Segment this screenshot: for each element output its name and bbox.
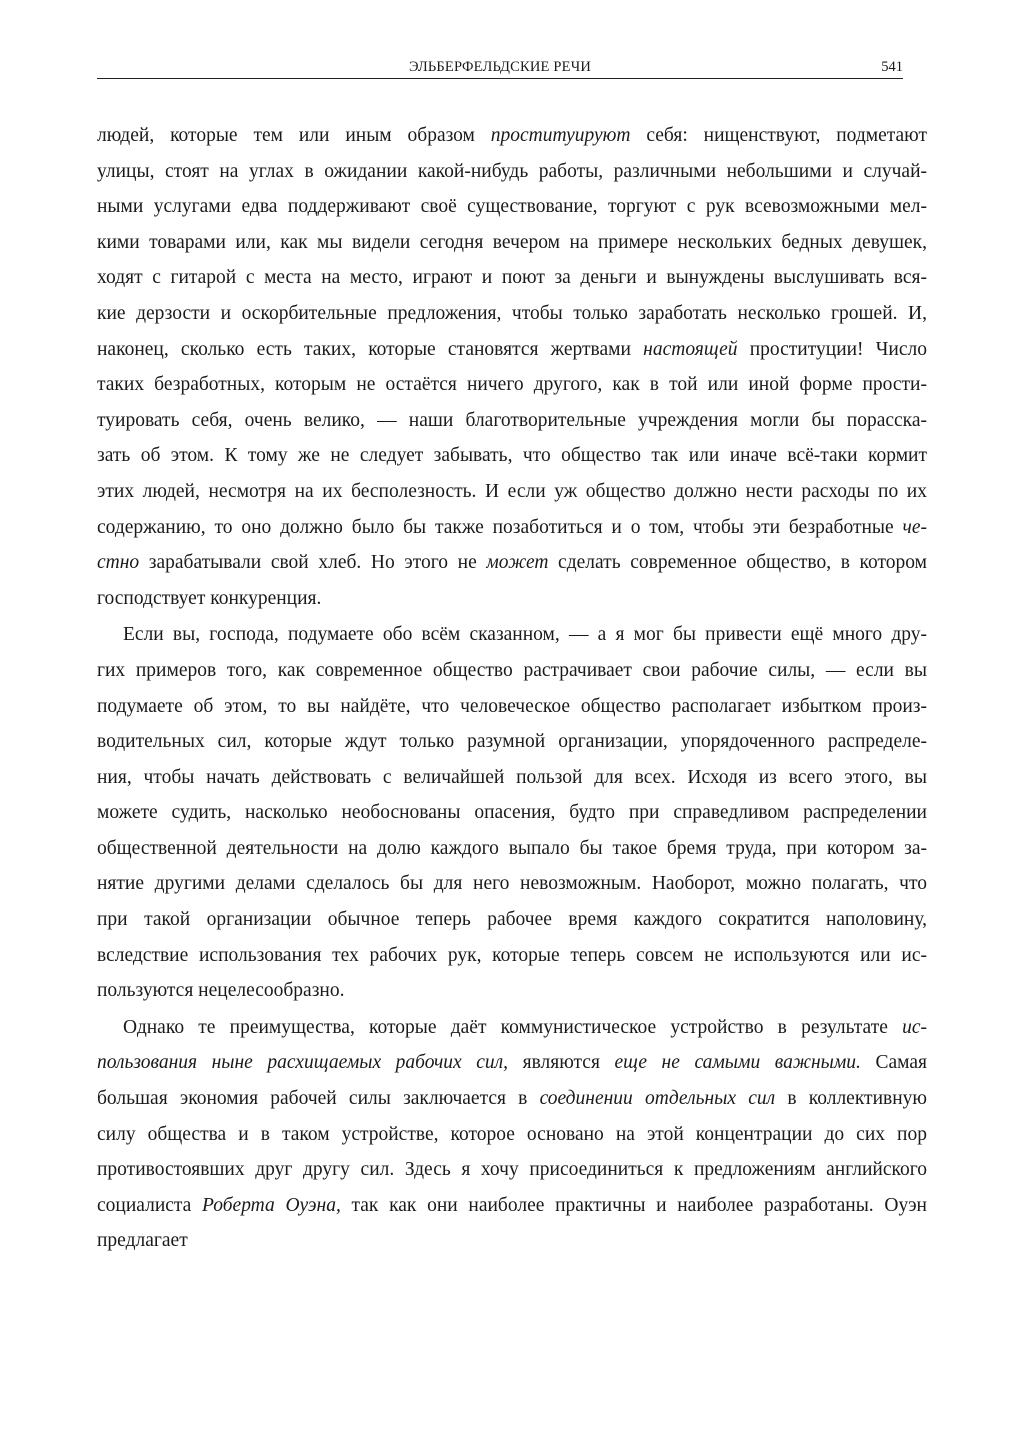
text-line (97, 189, 927, 225)
text-run: Если вы, господа, подумаете обо всём сказанном, — а я мог бы привести ещё много дру- (123, 624, 927, 646)
text-run: ния, чтобы начать действовать с величайшей пользой для всех. Исходя из всего этого, вы (97, 766, 927, 788)
text-line (97, 367, 927, 403)
text-run: в коллективную (775, 1088, 927, 1110)
page-number: 541 (881, 59, 903, 75)
text-run: пользуются нецелесообразно. (97, 980, 345, 1002)
text-run: таких безработных, которым не остаётся ничего другого, как в той или иной форме прости- (97, 374, 927, 396)
text-line (97, 1117, 927, 1153)
text-line (97, 260, 927, 296)
text-line (97, 1010, 927, 1046)
text-line (97, 653, 927, 689)
text-line (97, 403, 927, 439)
emphasized-text: ис- (902, 1016, 927, 1038)
text-run: ходят с гитарой с места на место, играют и поют за деньги и вынуждены выслушивать вся- (97, 267, 927, 289)
text-line (97, 118, 927, 154)
paragraph (97, 118, 927, 616)
text-run: можете судить, насколько необоснованы опасения, будто при справедливом распределении (97, 802, 927, 824)
text-run: водительных сил, которые ждут только разумной организации, упорядоченного распределе- (97, 731, 927, 753)
text-run: вследствие использования тех рабочих рук, которые теперь совсем не используются или ис- (97, 944, 927, 966)
text-run: Однако те преимущества, которые даёт коммунистическое устройство в результате (123, 1016, 903, 1038)
emphasized-text: стно (97, 552, 140, 574)
emphasized-text: пользования ныне расхищаемых рабочих сил, (97, 1052, 509, 1074)
text-line (97, 1045, 927, 1081)
text-line (97, 1152, 927, 1188)
text-line (97, 225, 927, 261)
text-line (97, 902, 927, 938)
emphasized-text: настоящей (643, 338, 738, 360)
text-run: силу общества и в таком устройстве, которое основано на этой концентрации до сих пор (97, 1123, 927, 1145)
text-run: ными услугами едва поддерживают своё существование, торгуют с рук всевозможными мел- (97, 196, 927, 218)
text-run: кие дерзости и оскорбительные предложения, чтобы только заработать несколько грошей. И, (97, 302, 927, 324)
running-title: ЭЛЬБЕРФЕЛЬДСКИЕ РЕЧИ (408, 59, 592, 75)
emphasized-text: проституируют (490, 125, 631, 146)
text-line (97, 1223, 927, 1259)
text-line (97, 866, 927, 902)
text-run: Самая (860, 1052, 927, 1074)
text-line (97, 973, 927, 1009)
emphasized-text: может (486, 552, 549, 574)
text-run: большая экономия рабочей силы заключается в (97, 1088, 540, 1110)
text-run: себя: нищенствуют, подметают (630, 125, 927, 146)
text-run: людей, которые тем или иным образом (97, 125, 491, 146)
text-line (97, 1188, 927, 1224)
text-line (97, 617, 927, 653)
text-run: являются (508, 1052, 615, 1074)
text-line (97, 795, 927, 831)
text-run: сделать современное общество, в котором (548, 552, 927, 574)
text-line (97, 1081, 927, 1117)
text-run: так как они наиболее практичны и наиболее разработаны. Оуэн (340, 1194, 927, 1216)
text-run: улицы, стоят на углах в ожидании какой-нибудь работы, различными небольшими и случай- (97, 160, 927, 182)
text-line (97, 724, 927, 760)
emphasized-text: еще не самыми важными. (614, 1052, 861, 1074)
text-line (97, 510, 927, 546)
text-run: наконец, сколько есть таких, которые становятся жертвами (97, 338, 644, 360)
text-run: предлагает (97, 1230, 188, 1252)
text-run: гих примеров того, как современное общество растрачивает свои рабочие силы, — если вы (97, 659, 927, 681)
body-text (97, 118, 927, 1259)
text-run: общественной деятельности на долю каждого выпало бы такое бремя труда, при котором за- (97, 837, 927, 859)
text-line (97, 154, 927, 190)
emphasized-text: Роберта Оуэна, (202, 1194, 341, 1216)
text-run: этих людей, несмотря на их бесполезность. И если уж общество должно нести расходы по их (97, 480, 927, 502)
text-line (97, 689, 927, 725)
text-run: зарабатывали свой хлеб. Но этого не (139, 552, 487, 574)
text-line (97, 581, 927, 617)
text-run: содержанию, то оно должно было бы также позаботиться и о том, чтобы эти безработные (97, 516, 903, 538)
emphasized-text: че- (902, 516, 927, 538)
text-run: социалиста (97, 1194, 203, 1216)
text-run: господствует конкуренция. (97, 587, 322, 609)
emphasized-text: соединении отдельных сил (539, 1088, 776, 1110)
text-run: подумаете об этом, то вы найдёте, что человеческое общество располагает избытком произ- (97, 695, 927, 717)
text-run: туировать себя, очень велико, — наши благотворительные учреждения могли бы порасска- (97, 409, 927, 431)
text-line (97, 296, 927, 332)
text-run: при такой организации обычное теперь рабочее время каждого сократится наполовину, (97, 909, 927, 931)
text-line (97, 332, 927, 368)
text-run: кими товарами или, как мы видели сегодня вечером на примере нескольких бедных девушек, (97, 231, 927, 253)
text-line (97, 438, 927, 474)
text-run: зать об этом. К тому же не следует забывать, что общество так или иначе всё-таки кормит (97, 445, 927, 467)
text-run: проституции! Число (737, 338, 928, 360)
text-line (97, 474, 927, 510)
text-line (97, 760, 927, 796)
text-run: противостоявших друг другу сил. Здесь я хочу присоединиться к предложениям английского (97, 1159, 927, 1181)
text-line (97, 831, 927, 867)
text-line (97, 545, 927, 581)
text-line (97, 938, 927, 974)
paragraph (97, 617, 927, 1009)
paragraph (97, 1010, 927, 1259)
text-run: нятие другими делами сделалось бы для него невозможным. Наоборот, можно полагать, что (97, 873, 927, 895)
running-header (97, 56, 903, 79)
